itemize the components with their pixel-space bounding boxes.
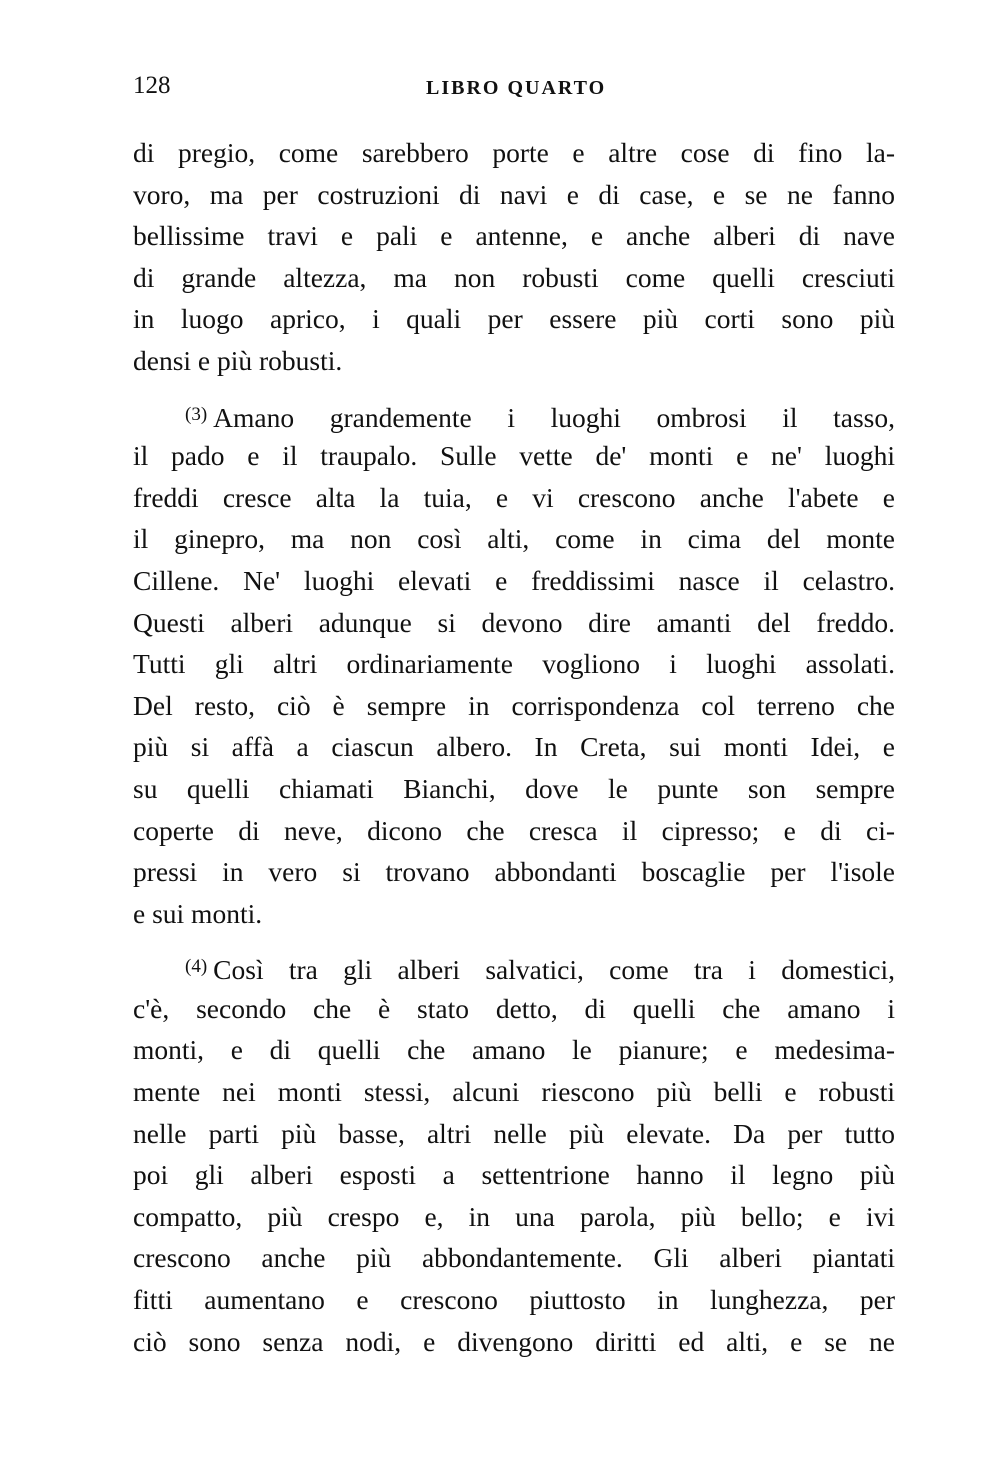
- text-line: e sui monti.: [133, 897, 263, 929]
- running-head: LIBRO QUARTO: [426, 77, 607, 99]
- text-line: Così tra gli alberi salvatici, come tra i domestici,: [213, 954, 895, 986]
- text-line: Questi alberi adunque si devono dire amanti del freddo.: [133, 606, 895, 638]
- text-line: su quelli chiamati Bianchi, dove le punte son sempre: [133, 772, 895, 804]
- text-line: Cillene. Ne' luoghi elevati e freddissimi nasce il celastro.: [133, 564, 895, 596]
- text-line: crescono anche più abbondantemente. Gli alberi piantati: [133, 1242, 895, 1274]
- text-line: più si affà a ciascun albero. In Creta, sui monti Idei, e: [133, 731, 895, 763]
- text-line: freddi cresce alta la tuia, e vi crescono anche l'abete e: [133, 481, 895, 513]
- text-line: Amano grandemente i luoghi ombrosi il tasso,: [213, 401, 895, 433]
- text-line: in luogo aprico, i quali per essere più corti sono più: [133, 303, 895, 335]
- text-line: bellissime travi e pali e antenne, e anche alberi di nave: [133, 220, 895, 252]
- text-line: mente nei monti stessi, alcuni riescono più belli e robusti: [133, 1076, 895, 1108]
- text-line: Del resto, ciò è sempre in corrispondenza col terreno che: [133, 689, 895, 721]
- text-line: c'è, secondo che è stato detto, di quelli che amano i: [133, 992, 895, 1024]
- text-line: di grande altezza, ma non robusti come quelli cresciuti: [133, 261, 895, 293]
- text-line: fitti aumentano e crescono piuttosto in lunghezza, per: [133, 1284, 895, 1316]
- text-line: densi e più robusti.: [133, 344, 343, 376]
- text-line: il ginepro, ma non così alti, come in cima del monte: [133, 523, 895, 555]
- body-text: [133, 132, 895, 1362]
- text-line: compatto, più crespo e, in una parola, più bello; e ivi: [133, 1200, 895, 1232]
- paragraph-first-line: [133, 946, 895, 988]
- text-line: nelle parti più basse, altri nelle più elevate. Da per tutto: [133, 1117, 895, 1149]
- text-line: pressi in vero si trovano abbondanti boscaglie per l'isole: [133, 856, 895, 888]
- text-line: Tutti gli altri ordinariamente vogliono i luoghi assolati.: [133, 648, 895, 680]
- text-line: poi gli alberi esposti a settentrione hanno il legno più: [133, 1159, 895, 1191]
- note-marker: (4): [185, 956, 208, 978]
- text-line: ciò sono senza nodi, e divengono diritti ed alti, e se ne: [133, 1325, 895, 1357]
- text-line: monti, e di quelli che amano le pianure; e medesima-: [133, 1034, 895, 1066]
- text-line: coperte di neve, dicono che cresca il cipresso; e di ci-: [133, 814, 895, 846]
- page-header: [133, 72, 893, 108]
- text-line: il pado e il traupalo. Sulle vette de' monti e ne' luoghi: [133, 440, 895, 472]
- page-number: 128: [133, 72, 171, 99]
- text-line: di pregio, come sarebbero porte e altre cose di fino la-: [133, 137, 895, 168]
- text-line: voro, ma per costruzioni di navi e di case, e se ne fanno: [133, 178, 895, 210]
- paragraph-first-line: [133, 394, 895, 436]
- note-marker: (3): [185, 403, 208, 425]
